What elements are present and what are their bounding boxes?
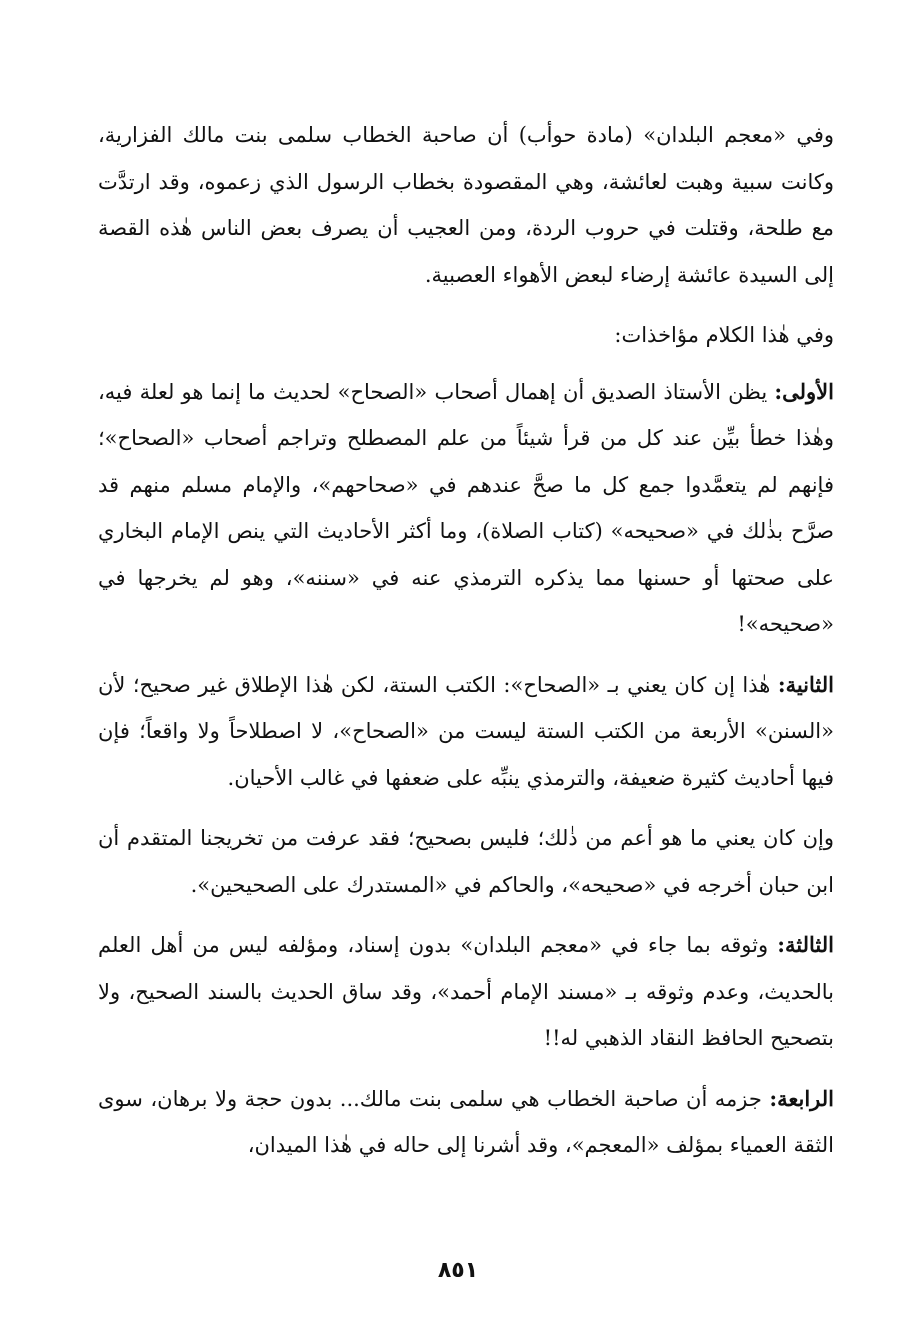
paragraph-lead: الثالثة:	[777, 932, 834, 957]
paragraph-second-objection	[98, 662, 834, 802]
page-number: ٨٥١	[437, 1258, 479, 1283]
page-body	[98, 112, 834, 1183]
paragraph-text: وفي هٰذا الكلام مؤاخذات:	[614, 323, 834, 347]
paragraph-text: يظن الأستاذ الصديق أن إهمال أصحاب «الصحاح» لحديث ما إنما هو لعلة فيه، وهٰذا خطأ بيِّن عند كل من قرأ شيئاً من علم المصطلح وتراجم أصحاب «الصحاح»؛ فإنهم لم يتعمَّدوا جمع كل ما صحَّ عندهم في «صحاحهم»، والإمام مسلم منهم قد صرَّح بذٰلك في «صحيحه» (كتاب الصلاة)، وما أكثر الأحاديث التي ينص الإمام البخاري على صحتها أو حسنها مما يذكره الترمذي عنه في «سننه»، وهو لم يخرجها في «صحيحه»!	[98, 379, 834, 636]
paragraph-text: هٰذا إن كان يعني بـ «الصحاح»: الكتب الستة، لكن هٰذا الإطلاق غير صحيح؛ لأن «السنن» الأربعة من الكتب الستة ليست من «الصحاح»، لا اصطلاحاً ولا واقعاً؛ فإن فيها أحاديث كثيرة ضعيفة، والترمذي ينبِّه على ضعفها في غالب الأحيان.	[98, 672, 834, 790]
paragraph-text: وإن كان يعني ما هو أعم من ذٰلك؛ فليس بصحيح؛ فقد عرفت من تخريجنا المتقدم أن ابن حبان أخرجه في «صحيحه»، والحاكم في «المستدرك على الصحيحين».	[98, 826, 834, 897]
paragraph-mujam-albuldan	[98, 112, 834, 298]
paragraph-lead: الأولى:	[774, 378, 834, 404]
paragraph-third-objection	[98, 922, 834, 1062]
paragraph-lead: الرابعة:	[769, 1085, 834, 1111]
paragraph-second-objection-continued	[98, 815, 834, 908]
paragraph-lead: الثانية:	[777, 671, 834, 697]
paragraph-first-objection	[98, 369, 834, 648]
paragraph-text: وثوقه بما جاء في «معجم البلدان» بدون إسناد، ومؤلفه ليس من أهل العلم بالحديث، وعدم وثوقه بـ «مسند الإمام أحمد»، وقد ساق الحديث بالسند الصحيح، ولا بتصحيح الحافظ النقاد الذهبي له!!	[98, 933, 834, 1050]
paragraph-text: جزمه أن صاحبة الخطاب هي سلمى بنت مالك... بدون حجة ولا برهان، سوى الثقة العمياء بمؤلف «المعجم»، وقد أشرنا إلى حاله في هٰذا الميدان،	[98, 1086, 834, 1157]
paragraph-objections-intro	[98, 312, 834, 359]
paragraph-fourth-objection	[98, 1076, 834, 1169]
paragraph-text: وفي «معجم البلدان» (مادة حوأب) أن صاحبة الخطاب سلمى بنت مالك الفزارية، وكانت سبية وهبت لعائشة، وهي المقصودة بخطاب الرسول الذي زعموه، وقد ارتدَّت مع طلحة، وقتلت في حروب الردة، ومن العجيب أن يصرف بعض الناس هٰذه القصة إلى السيدة عائشة إرضاء لبعض الأهواء العصبية.	[98, 123, 834, 287]
